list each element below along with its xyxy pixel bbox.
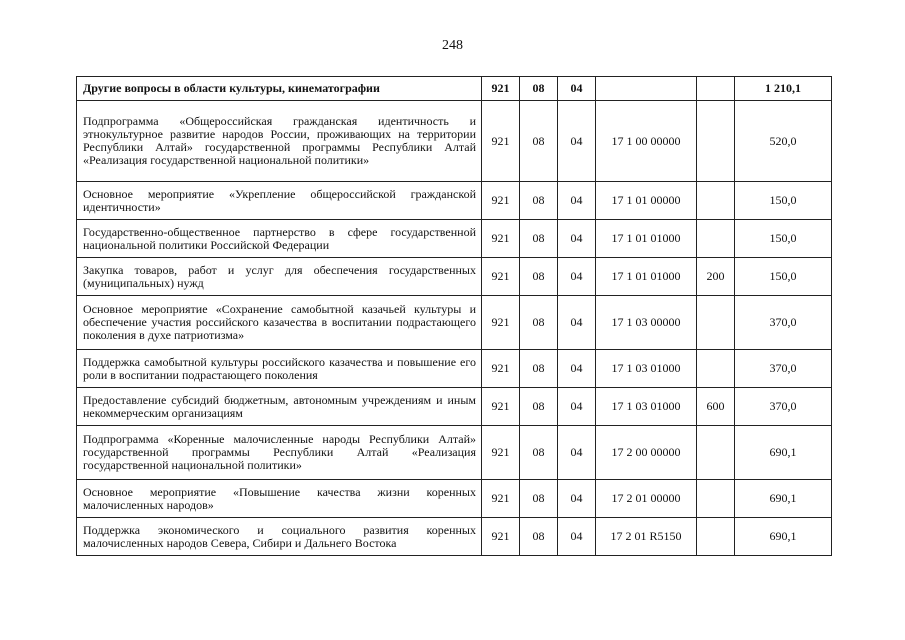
table-row [77,518,832,556]
subsection-code: 04 [558,258,596,296]
amount: 150,0 [735,220,832,258]
target-article: 17 1 01 01000 [596,220,697,258]
expense-type [697,480,735,518]
amount: 150,0 [735,182,832,220]
row-name: Закупка товаров, работ и услуг для обеспечения государственных (муниципальных) нужд [77,258,482,296]
amount: 370,0 [735,350,832,388]
target-article: 17 2 01 00000 [596,480,697,518]
table-row [77,388,832,426]
expense-type [697,518,735,556]
target-article: 17 1 01 00000 [596,182,697,220]
row-name: Основное мероприятие «Укрепление общероссийской гражданской идентичности» [77,182,482,220]
ministry-code: 921 [482,296,520,350]
row-name: Основное мероприятие «Сохранение самобытной казачьей культуры и обеспечение участия российского казачества в воспитании подрастающего поколения в духе патриотизма» [77,296,482,350]
section-code: 08 [520,350,558,388]
ministry-code: 921 [482,77,520,101]
target-article: 17 1 03 00000 [596,296,697,350]
section-code: 08 [520,388,558,426]
target-article: 17 1 03 01000 [596,388,697,426]
expense-type [697,77,735,101]
row-name: Подпрограмма «Коренные малочисленные народы Республики Алтай» государственной программы Республики Алтай «Реализация государственной национальной политики» [77,426,482,480]
expense-type: 600 [697,388,735,426]
amount: 1 210,1 [735,77,832,101]
subsection-code: 04 [558,518,596,556]
table-row [77,426,832,480]
subsection-code: 04 [558,101,596,182]
ministry-code: 921 [482,388,520,426]
ministry-code: 921 [482,220,520,258]
expense-type [697,220,735,258]
subsection-code: 04 [558,480,596,518]
target-article: 17 1 00 00000 [596,101,697,182]
amount: 520,0 [735,101,832,182]
section-code: 08 [520,101,558,182]
expense-type [697,350,735,388]
section-code: 08 [520,426,558,480]
table-row [77,296,832,350]
row-name: Поддержка экономического и социального развития коренных малочисленных народов Севера, Сибири и Дальнего Востока [77,518,482,556]
amount: 690,1 [735,426,832,480]
amount: 150,0 [735,258,832,296]
subsection-code: 04 [558,296,596,350]
row-name: Поддержка самобытной культуры российского казачества и повышение его роли в воспитании подрастающего поколения [77,350,482,388]
table-row [77,480,832,518]
ministry-code: 921 [482,350,520,388]
amount: 690,1 [735,518,832,556]
amount: 690,1 [735,480,832,518]
expense-type: 200 [697,258,735,296]
section-code: 08 [520,296,558,350]
ministry-code: 921 [482,518,520,556]
subsection-code: 04 [558,426,596,480]
page-number: 248 [442,38,463,53]
subsection-code: 04 [558,182,596,220]
table-body [77,77,832,556]
section-code: 08 [520,77,558,101]
ministry-code: 921 [482,426,520,480]
ministry-code: 921 [482,480,520,518]
section-code: 08 [520,258,558,296]
row-name: Подпрограмма «Общероссийская гражданская идентичность и этнокультурное развитие народов России, проживающих на территории Республики Алтай» государственной программы Республики Алтай «Реализация государственной национальной политики» [77,101,482,182]
expense-type [697,182,735,220]
section-code: 08 [520,518,558,556]
target-article [596,77,697,101]
budget-table [76,76,832,556]
expense-type [697,101,735,182]
amount: 370,0 [735,388,832,426]
ministry-code: 921 [482,258,520,296]
expense-type [697,426,735,480]
table-row [77,258,832,296]
subsection-code: 04 [558,77,596,101]
amount: 370,0 [735,296,832,350]
expense-type [697,296,735,350]
row-name: Другие вопросы в области культуры, кинематографии [77,77,482,101]
table-row [77,101,832,182]
section-code: 08 [520,182,558,220]
ministry-code: 921 [482,182,520,220]
row-name: Основное мероприятие «Повышение качества жизни коренных малочисленных народов» [77,480,482,518]
row-name: Предоставление субсидий бюджетным, автономным учреждениям и иным некоммерческим организациям [77,388,482,426]
target-article: 17 2 00 00000 [596,426,697,480]
section-code: 08 [520,480,558,518]
target-article: 17 1 01 01000 [596,258,697,296]
subsection-code: 04 [558,220,596,258]
row-name: Государственно-общественное партнерство в сфере государственной национальной политики Российской Федерации [77,220,482,258]
table-row [77,220,832,258]
table-row [77,77,832,101]
subsection-code: 04 [558,350,596,388]
table-row [77,350,832,388]
ministry-code: 921 [482,101,520,182]
target-article: 17 2 01 R5150 [596,518,697,556]
target-article: 17 1 03 01000 [596,350,697,388]
section-code: 08 [520,220,558,258]
table-row [77,182,832,220]
subsection-code: 04 [558,388,596,426]
